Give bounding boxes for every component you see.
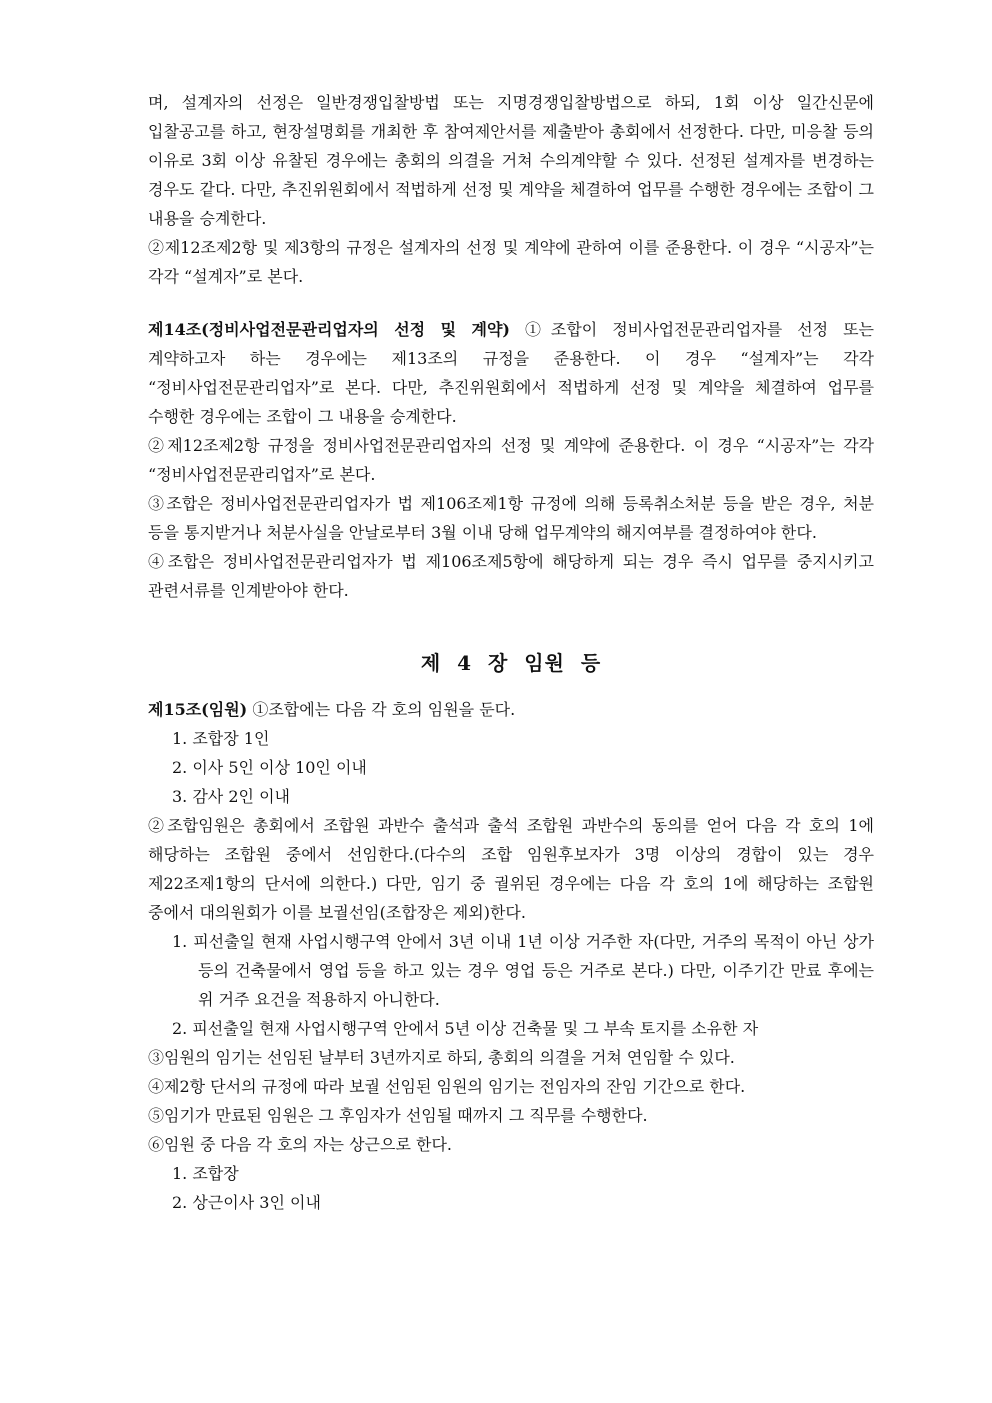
list-item-ownership: 2. 피선출일 현재 사업시행구역 안에서 5년 이상 건축물 및 그 부속 토지를 소유한 자 [172, 1019, 759, 1038]
article-15-para-4: ④제2항 단서의 규정에 따라 보궐 선임된 임원의 임기는 전임자의 잔임 기간으로 한다. [148, 1077, 746, 1096]
article-15-title: 제15조(임원) [148, 700, 248, 719]
list-item-directors: 2. 이사 5인 이상 10인 이내 [172, 758, 367, 777]
paragraph-designer-selection: 며, 설계자의 선정은 일반경쟁입찰방법 또는 지명경쟁입찰방법으로 하되, 1회 이상 일간신문에 입찰공고를 하고, 현장설명회를 개최한 후 참여제안서를 제출받아 총회에서 선정한다. 다만, 미응찰 등의 이유로 3회 이상 유찰된 경우에는 총회의 의결을 거쳐 수의계약할 수 있다. 선정된 설계자를 변경하는 경우도 같다. 다만, 추진위원회에서 적법하게 선정 및 계약을 체결하여 업무를 수행한 경우에는 조합이 그 내용을 승계한다. [148, 93, 874, 228]
list-item-fulltime-directors: 2. 상근이사 3인 이내 [172, 1193, 321, 1212]
article-14-para-2: ②제12조제2항 규정을 정비사업전문관리업자의 선정 및 계약에 준용한다. 이 경우 “시공자”는 각각 “정비사업전문관리업자”로 본다. [148, 436, 874, 484]
article-14-para-1 [148, 315, 874, 431]
list-item-chairman: 1. 조합장 1인 [172, 729, 270, 748]
list-item-auditors: 3. 감사 2인 이내 [172, 787, 290, 806]
paragraph-designer-apply: ②제12조제2항 및 제3항의 규정은 설계자의 선정 및 계약에 관하여 이를 준용한다. 이 경우 “시공자”는 각각 “설계자”로 본다. [148, 238, 874, 286]
document-page [148, 88, 874, 1217]
article-15-para-1 [148, 695, 874, 724]
list-item-fulltime-chairman: 1. 조합장 [172, 1164, 239, 1183]
article-14-para-4: ④조합은 정비사업전문관리업자가 법 제106조제5항에 해당하게 되는 경우 즉시 업무를 중지시키고 관련서류를 인계받아야 한다. [148, 552, 874, 600]
article-15-text-1: ①조합에는 다음 각 호의 임원을 둔다. [247, 700, 516, 719]
article-14-para-3: ③조합은 정비사업전문관리업자가 법 제106조제1항 규정에 의해 등록취소처분 등을 받은 경우, 처분 등을 통지받거나 처분사실을 안날로부터 3월 이내 당해 업무계약의 해지여부를 결정하여야 한다. [148, 494, 874, 542]
article-14-title: 제14조(정비사업전문관리업자의 선정 및 계약) [148, 320, 510, 339]
article-15-para-3: ③임원의 임기는 선임된 날부터 3년까지로 하되, 총회의 의결을 거쳐 연임할 수 있다. [148, 1048, 735, 1067]
chapter-heading: 제 4 장 임원 등 [420, 651, 602, 675]
list-item-residence: 1. 피선출일 현재 사업시행구역 안에서 3년 이내 1년 이상 거주한 자(다만, 거주의 목적이 아닌 상가 등의 건축물에서 영업 등을 하고 있는 경우 영업 등은 거주로 본다.) 다만, 이주기간 만료 후에는 위 거주 요건을 적용하지 아니한다. [172, 932, 874, 1009]
article-15-para-2: ②조합임원은 총회에서 조합원 과반수 출석과 출석 조합원 과반수의 동의를 얻어 다음 각 호의 1에 해당하는 조합원 중에서 선임한다.(다수의 조합 임원후보자가 3명 이상의 경합이 있는 경우 제22조제1항의 단서에 의한다.) 다만, 임기 중 궐위된 경우에는 다음 각 호의 1에 해당하는 조합원 중에서 대의원회가 이를 보궐선임(조합장은 제외)한다. [148, 816, 874, 922]
article-15-para-5: ⑤임기가 만료된 임원은 그 후임자가 선임될 때까지 그 직무를 수행한다. [148, 1106, 648, 1125]
article-15-para-6: ⑥임원 중 다음 각 호의 자는 상근으로 한다. [148, 1135, 452, 1154]
article-14-text-1: ①조합이 정비사업전문관리업자를 선정 또는 계약하고자 하는 경우에는 제13조의 규정을 준용한다. 이 경우 “설계자”는 각각 “정비사업전문관리업자”로 본다. 다만, 추진위원회에서 적법하게 선정 및 계약을 체결하여 업무를 수행한 경우에는 조합이 그 내용을 승계한다. [148, 320, 874, 426]
